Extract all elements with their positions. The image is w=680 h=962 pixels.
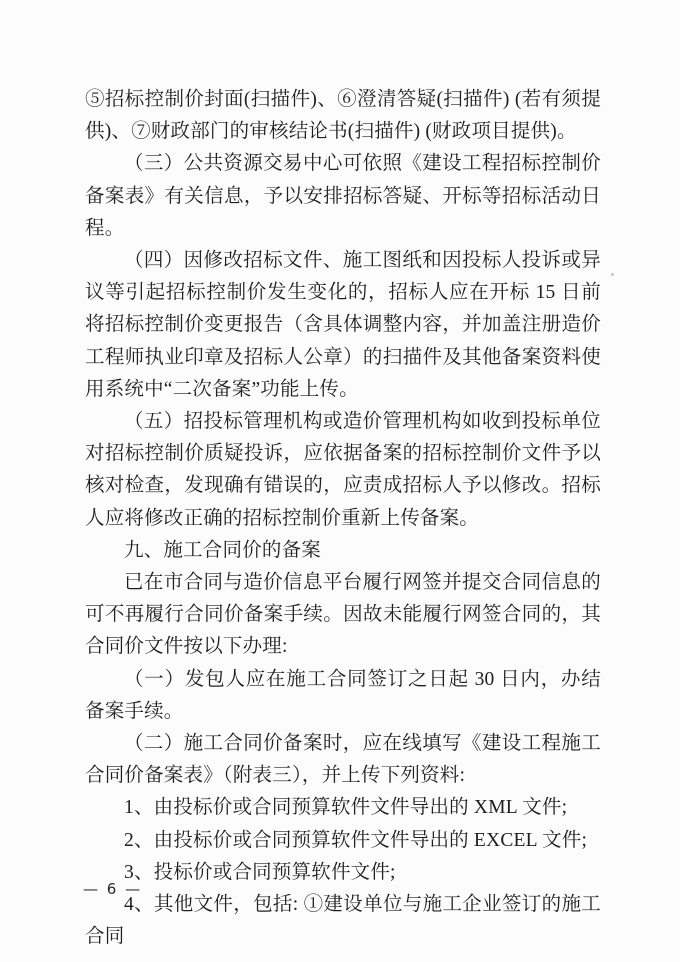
paragraph-section-5: （五）招投标管理机构或造价管理机构如收到投标单位对招标控制价质疑投诉，应依据备案的招标控制价文件予以核对检查，发现确有错误的，应责成招标人予以修改。招标人应将修改正确的招标控制价重新上传备案。 (85, 411, 601, 529)
list-item-2: 2、由投标价或合同预算软件文件导出的 EXCEL 文件; (124, 829, 588, 851)
paragraph-attachments-continuation: ⑤招标控制价封面(扫描件)、⑥澄清答疑(扫描件) (若有须提供)、⑦财政部门的审核结论书(扫描件) (财政项目提供)。 (85, 89, 601, 143)
paragraph-item-1: （一）发包人应在施工合同签订之日起 30 日内，办结备案手续。 (85, 668, 601, 722)
paragraph-contract-filing-intro: 已在市合同与造价信息平台履行网签并提交合同信息的可不再履行合同价备案手续。因故未能履行网签合同的，其合同价文件按以下办理: (85, 572, 601, 658)
list-item-1: 1、由投标价或合同预算软件文件导出的 XML 文件; (124, 797, 568, 819)
list-item-4: 4、其他文件，包括: ①建设单位与施工企业签订的施工合同 (85, 894, 601, 948)
paragraph-section-4: （四）因修改招标文件、施工图纸和因投标人投诉或异议等引起招标控制价发生变化的，招标人应在开标 15 日前将招标控制价变更报告（含具体调整内容，并加盖注册造价工程师执业印章及招标人公章）的扫描件及其他备案资料使用系统中“二次备案”功能上传。 (85, 250, 601, 400)
page-number: — 6 — (83, 880, 143, 898)
list-item-3: 3、投标价或合同预算软件文件; (124, 861, 396, 883)
paragraph-item-2: （二）施工合同价备案时，应在线填写《建设工程施工合同价备案表》（附表三），并上传下列资料: (85, 733, 601, 787)
document-body (85, 84, 601, 953)
section-heading-nine: 九、施工合同价的备案 (124, 539, 322, 561)
paragraph-section-3: （三）公共资源交易中心可依照《建设工程招标控制价备案表》有关信息，予以安排招标答疑、开标等招标活动日程。 (85, 153, 601, 239)
scan-speck (611, 273, 614, 276)
